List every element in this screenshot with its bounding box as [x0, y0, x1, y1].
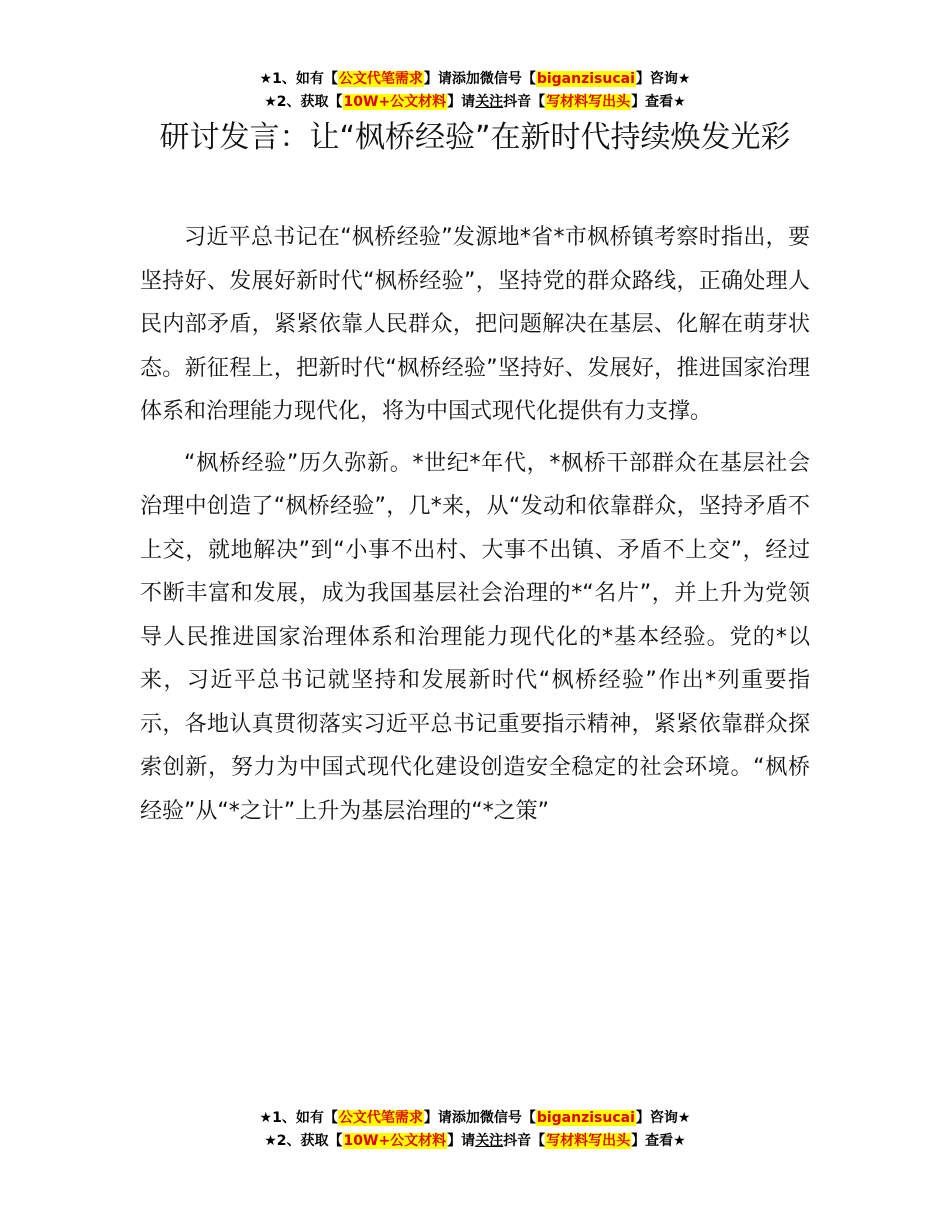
banner-text: 】请 [447, 1133, 476, 1149]
document-title: 研讨发言：让“枫桥经验”在新时代持续焕发光彩 [159, 120, 791, 155]
highlight-douyin-account: 写材料写出头 [546, 94, 631, 110]
highlight-materials: 10W+公文材料 [343, 1133, 447, 1149]
footer-banner [0, 1107, 950, 1153]
highlight-service: 公文代笔需求 [338, 71, 423, 87]
highlight-materials: 10W+公文材料 [343, 94, 447, 110]
paragraph: 习近平总书记在“枫桥经验”发源地*省*市枫桥镇考察时指出，要坚持好、发展好新时代“枫桥经验”，坚持党的群众路线，正确处理人民内部矛盾，紧紧依靠人民群众，把问题解决在基层、化解在萌芽状态。新征程上，把新时代“枫桥经验”坚持好、发展好，推进国家治理体系和治理能力现代化，将为中国式现代化提供有力支撑。 [140, 225, 810, 424]
banner-text: 微信号【 [479, 71, 536, 87]
document-body [140, 216, 810, 841]
highlight-wechat-id: biganzisucai [536, 71, 635, 87]
banner-text: 关注 [475, 94, 504, 110]
banner-line-1 [0, 1107, 950, 1130]
banner-text: ★2、获取【 [264, 94, 343, 110]
banner-text: 】咨询★ [635, 1110, 691, 1126]
highlight-wechat-id: biganzisucai [536, 1110, 635, 1126]
banner-text: 添加 [451, 1110, 480, 1126]
banner-text: 抖音【 [503, 1133, 546, 1149]
banner-text: ★2、获取【 [264, 1133, 343, 1149]
paragraph: “枫桥经验”历久弥新。*世纪*年代，*枫桥干部群众在基层社会治理中创造了“枫桥经验”，几*来，从“发动和依靠群众，坚持矛盾不上交，就地解决”到“小事不出村、大事不出镇、矛盾不上交”，经过不断丰富和发展，成为我国基层社会治理的*“名片”，并上升为党领导人民推进国家治理体系和治理能力现代化的*基本经验。党的*以来，习近平总书记就坚持和发展新时代“枫桥经验”作出*列重要指示，各地认真贯彻落实习近平总书记重要指示精神，紧紧依靠群众探索创新，努力为中国式现代化建设创造安全稳定的社会环境。“枫桥经验”从“*之计”上升为基层治理的“*之策” [140, 450, 810, 824]
banner-text: 】查看★ [631, 94, 686, 110]
banner-text: 】请 [447, 94, 476, 110]
banner-text: ★1、如有【 [259, 71, 338, 87]
highlight-douyin-account: 写材料写出头 [546, 1133, 631, 1149]
banner-text: ★1、如有【 [259, 1110, 338, 1126]
banner-text: 】请 [423, 1110, 452, 1126]
banner-text: 抖音【 [503, 94, 546, 110]
banner-text: 】查看★ [631, 1133, 686, 1149]
highlight-service: 公文代笔需求 [338, 1110, 423, 1126]
banner-line-2 [0, 1130, 950, 1153]
banner-line-1 [0, 68, 950, 91]
banner-text: 】咨询★ [635, 71, 691, 87]
banner-text: 】请 [423, 71, 452, 87]
banner-text: 关注 [475, 1133, 504, 1149]
banner-line-2 [0, 91, 950, 114]
banner-text: 微信号【 [479, 1110, 536, 1126]
banner-text: 添加 [451, 71, 480, 87]
header-banner [0, 68, 950, 114]
